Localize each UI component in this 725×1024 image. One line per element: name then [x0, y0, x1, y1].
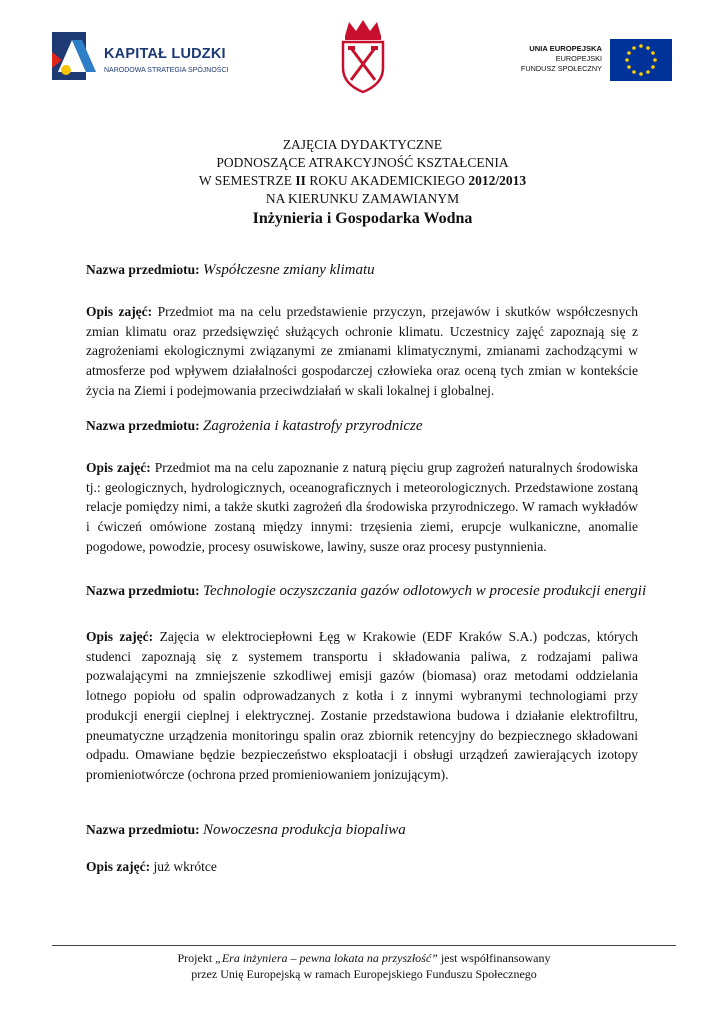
subject-label: Nazwa przedmiotu: [86, 418, 200, 433]
subject-3-description [86, 627, 638, 785]
subject-2-desc-text: Przedmiot ma na celu zapoznanie z naturą pięciu grup zagrożeń naturalnych środowiska tj.: geologicznych, hydrologicznych, oceanograficznych i meteorologicznych. Przedstawione zostaną relacje pomiędzy nimi, a także skutki zagrożeń dla środowiska przyrodniczego. W ramach wykładów i ćwiczeń omówione zostaną między innymi: trzęsienia ziemi, erupcje wulkaniczne, anomalie pogodowe, powodzie, procesy osuwiskowe, lawiny, susze oraz procesy pustynnienia. [86, 460, 638, 554]
subject-label: Nazwa przedmiotu: [86, 262, 200, 277]
footer-divider [52, 945, 676, 946]
eu-social-fund-logo [512, 36, 672, 84]
desc-label: Opis zajęć: [86, 629, 154, 644]
kapital-ludzki-icon [52, 32, 98, 82]
subject-1-description [86, 302, 638, 401]
subject-3-name: Technologie oczyszczania gazów odlotowych w procesie produkcji energii [202, 583, 647, 599]
subject-label: Nazwa przedmiotu: [86, 583, 200, 598]
desc-label: Opis zajęć: [86, 859, 151, 874]
kapital-ludzki-title: KAPITAŁ LUDZKI [104, 46, 226, 62]
title-line-2: PODNOSZĄCE ATRAKCYJNOŚĆ KSZTAŁCENIA [216, 155, 509, 170]
eu-line1: UNIA EUROPEJSKA [529, 44, 602, 53]
footer [52, 950, 676, 982]
eu-flag-icon [610, 39, 672, 81]
subject-4-desc-text: już wkrótce [153, 859, 217, 874]
title-academic-year: 2012/2013 [468, 173, 527, 188]
subject-2-heading [86, 418, 638, 435]
title-line-3-pre: W SEMESTRZE [198, 173, 296, 188]
footer-line-2: przez Unię Europejską w ramach Europejskiego Funduszu Społecznego [191, 967, 537, 981]
desc-label: Opis zajęć: [86, 304, 153, 319]
subject-4-name: Nowoczesna produkcja biopaliwa [202, 822, 406, 838]
kapital-ludzki-subtitle: NARODOWA STRATEGIA SPÓJNOŚCI [104, 67, 229, 74]
eu-line2: EUROPEJSKI [555, 54, 602, 63]
title-line-3 [90, 172, 635, 190]
subject-label: Nazwa przedmiotu: [86, 822, 200, 837]
kapital-ludzki-logo [52, 28, 242, 86]
footer-line-1-pre: Projekt [177, 951, 216, 965]
title-line-4: NA KIERUNKU ZAMAWIANYM [265, 191, 460, 206]
footer-line-1-post: jest współfinansowany [437, 951, 551, 965]
eu-line3: FUNDUSZ SPOŁECZNY [520, 64, 602, 73]
title-line-1: ZAJĘCIA DYDAKTYCZNE [282, 137, 443, 152]
subject-3-desc-text: Zajęcia w elektrociepłowni Łęg w Krakowie (EDF Kraków S.A.) podczas, których studenci zapoznają się z systemem transportu i składowania paliwa, z rodzajami paliwa pozwalającymi na zmniejszenie szkodliwej emisji gazów (biomasa) oraz metodami oddzielania lotnego popiołu od spalin odprowadzanych z kotła i z innymi wybranymi technologiami przy produkcji energii cieplnej i elektrycznej. Zostanie przedstawiona budowa i działanie elektrofiltru, pneumatyczne urządzenia monitoringu spalin oraz zbiornik retencyjny do bezpiecznego składowani odpadu. Omawiane będzie bezpieczeństwo eksploatacji i obsługi urządzeń zawierających izotopy promieniotwórcze (ochrona przed promieniowaniem jonizującym). [86, 629, 638, 782]
crest-icon [335, 18, 391, 94]
university-crest-logo [335, 18, 391, 94]
desc-label: Opis zajęć: [86, 460, 151, 475]
subject-1-desc-text: Przedmiot ma na celu przedstawienie przyczyn, przejawów i skutków współczesnych zmian klimatu oraz przedsięwzięć służących ochronie klimatu. Uczestnicy zajęć zapoznają się z zagrożeniami ekologicznymi związanymi ze zmianami klimatycznymi, zmianami zachodzącymi w atmosferze pod wpływem działalności gospodarczej człowieka oraz oceną tych zmian w kontekście życia na Ziemi i podejmowania przeciwdziałań w skali lokalnej i globalnej. [86, 304, 639, 398]
document-title-block [90, 136, 635, 230]
subject-4-heading [86, 822, 638, 839]
field-of-study-title: Inżynieria i Gospodarka Wodna [252, 210, 473, 227]
subject-1-heading [86, 262, 638, 279]
footer-line-1 [52, 950, 676, 966]
subject-3-heading [86, 583, 647, 600]
subject-2-name: Zagrożenia i katastrofy przyrodnicze [202, 418, 423, 434]
subject-4-description [86, 857, 638, 877]
subject-2-description [86, 458, 638, 557]
title-line-3-mid: ROKU AKADEMICKIEGO [305, 173, 469, 188]
footer-project-name: „Era inżyniera – pewna lokata na przyszłość” [215, 951, 438, 965]
title-semester: II [295, 173, 306, 188]
subject-1-name: Współczesne zmiany klimatu [202, 262, 375, 278]
